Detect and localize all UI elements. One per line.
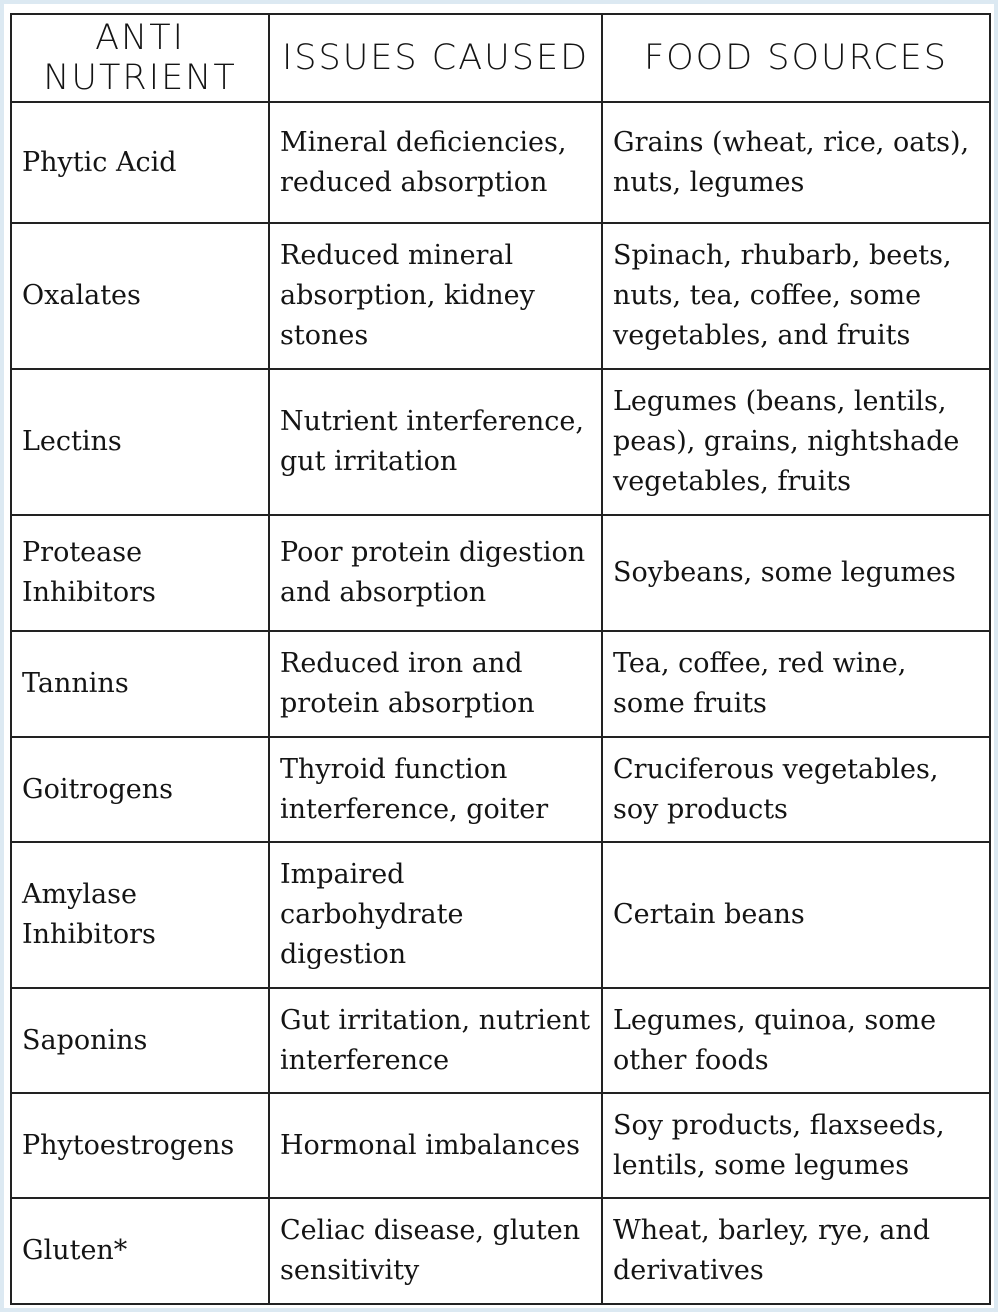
anti-nutrient-cell: Saponins bbox=[11, 988, 269, 1093]
anti-nutrient-table bbox=[10, 13, 991, 1305]
anti-nutrient-cell: Amylase Inhibitors bbox=[11, 842, 269, 988]
table-row bbox=[11, 102, 990, 223]
anti-nutrient-cell: Phytic Acid bbox=[11, 102, 269, 223]
food-sources-cell: Soybeans, some legumes bbox=[602, 515, 990, 631]
table-row bbox=[11, 369, 990, 515]
issues-cell: Poor protein digestion and absorption bbox=[269, 515, 602, 631]
anti-nutrient-cell: Gluten* bbox=[11, 1198, 269, 1304]
table-row bbox=[11, 1198, 990, 1304]
issues-cell: Reduced iron and protein absorption bbox=[269, 631, 602, 737]
food-sources-cell: Spinach, rhubarb, beets, nuts, tea, coffee, some vegetables, and fruits bbox=[602, 223, 990, 369]
table-row bbox=[11, 842, 990, 988]
header-anti-nutrient: ANTI NUTRIENT bbox=[11, 14, 269, 102]
food-sources-cell: Certain beans bbox=[602, 842, 990, 988]
food-sources-cell: Grains (wheat, rice, oats), nuts, legumes bbox=[602, 102, 990, 223]
anti-nutrient-cell: Lectins bbox=[11, 369, 269, 515]
document-page bbox=[4, 4, 994, 1308]
issues-cell: Thyroid function interference, goiter bbox=[269, 737, 602, 842]
header-issues-caused: ISSUES CAUSED bbox=[269, 14, 602, 102]
food-sources-cell: Legumes (beans, lentils, peas), grains, nightshade vegetables, fruits bbox=[602, 369, 990, 515]
table-row bbox=[11, 223, 990, 369]
anti-nutrient-cell: Protease Inhibitors bbox=[11, 515, 269, 631]
food-sources-cell: Cruciferous vegetables, soy products bbox=[602, 737, 990, 842]
issues-cell: Nutrient interference, gut irritation bbox=[269, 369, 602, 515]
table-row bbox=[11, 631, 990, 737]
food-sources-cell: Wheat, barley, rye, and derivatives bbox=[602, 1198, 990, 1304]
issues-cell: Impaired carbohydrate digestion bbox=[269, 842, 602, 988]
issues-cell: Reduced mineral absorption, kidney stones bbox=[269, 223, 602, 369]
anti-nutrient-cell: Oxalates bbox=[11, 223, 269, 369]
anti-nutrient-cell: Goitrogens bbox=[11, 737, 269, 842]
table-row bbox=[11, 1093, 990, 1198]
header-row bbox=[11, 14, 990, 102]
issues-cell: Celiac disease, gluten sensitivity bbox=[269, 1198, 602, 1304]
issues-cell: Gut irritation, nutrient interference bbox=[269, 988, 602, 1093]
anti-nutrient-cell: Phytoestrogens bbox=[11, 1093, 269, 1198]
food-sources-cell: Soy products, flaxseeds, lentils, some legumes bbox=[602, 1093, 990, 1198]
issues-cell: Mineral deficiencies, reduced absorption bbox=[269, 102, 602, 223]
food-sources-cell: Legumes, quinoa, some other foods bbox=[602, 988, 990, 1093]
anti-nutrient-cell: Tannins bbox=[11, 631, 269, 737]
header-food-sources: FOOD SOURCES bbox=[602, 14, 990, 102]
table-row bbox=[11, 988, 990, 1093]
issues-cell: Hormonal imbalances bbox=[269, 1093, 602, 1198]
table-row bbox=[11, 737, 990, 842]
food-sources-cell: Tea, coffee, red wine, some fruits bbox=[602, 631, 990, 737]
table-row bbox=[11, 515, 990, 631]
